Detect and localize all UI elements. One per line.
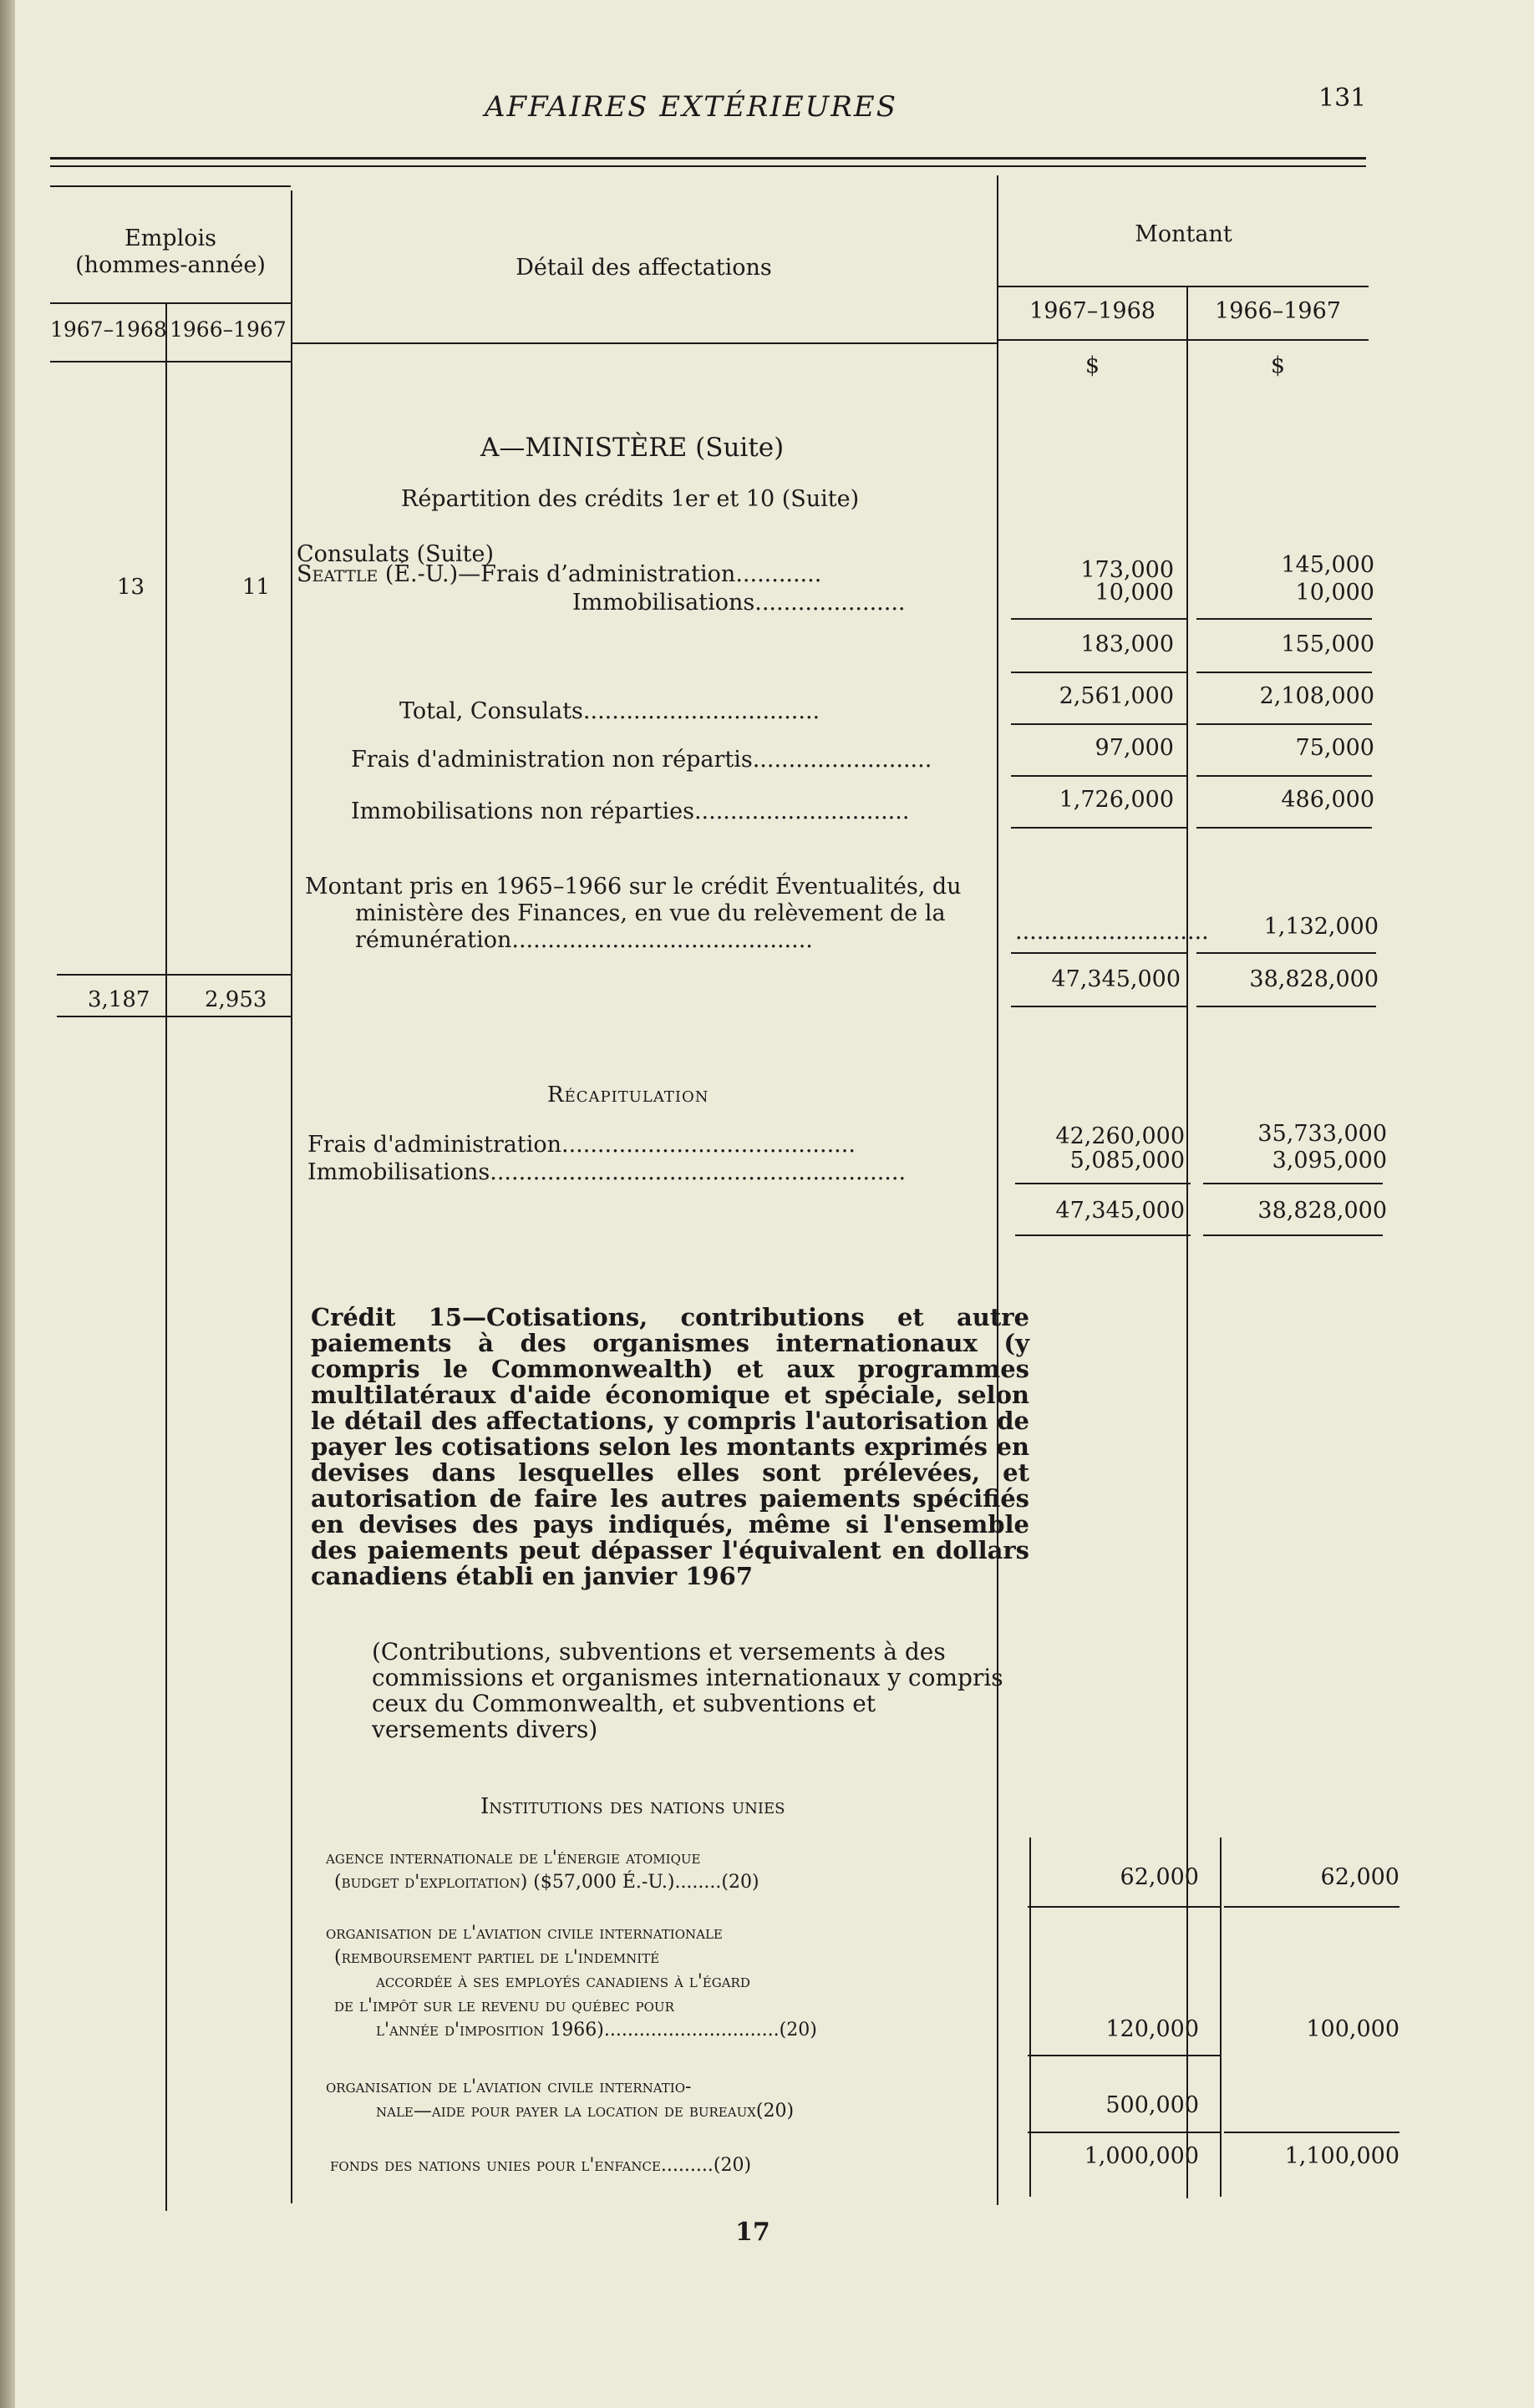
grand-total-rule-left (57, 974, 291, 976)
col-divider-4 (1186, 286, 1188, 2198)
institution-item-1 (326, 1846, 759, 1894)
emplois-years-bottom (50, 361, 291, 362)
institution-item-4 (330, 2153, 751, 2177)
section-title: A—MINISTÈRE (Suite) (480, 433, 785, 463)
grand-total-emplois-1967: 3,187 (88, 987, 150, 1012)
col-divider-3 (997, 175, 998, 2205)
institutions-title: Institutions des nations unies (480, 1794, 785, 1819)
total-rule-3a (1011, 827, 1186, 829)
eventualites-line-2: ministère des Finances, en vue du relèvement de la (355, 900, 946, 926)
montant-year-1: 1967–1968 (1029, 298, 1156, 324)
table-top-rule (50, 185, 291, 187)
montant-mid (998, 286, 1369, 287)
institution-item-2 (326, 1921, 817, 2042)
binding-edge (0, 0, 15, 2408)
col-divider-2 (291, 190, 292, 2203)
montant-years-bottom (998, 339, 1369, 341)
institution-3-line-1: organisation de l'aviation civile internatio- (326, 2076, 692, 2097)
total-consulats-label: Total, Consulats................................. (399, 698, 820, 724)
emplois-1967: 13 (117, 575, 145, 600)
institution-2-line-3: accordée à ses employés canadiens à l'égard (376, 1971, 750, 1992)
institution-2-line-2: (remboursement partiel de l'indemnité (334, 1947, 660, 1968)
subtotal-bottom-2 (1196, 672, 1372, 673)
page-number: 131 (1318, 84, 1367, 113)
subtotal-bottom-1 (1011, 672, 1186, 673)
eventualites-1967-blank: ........................... (1015, 919, 1209, 945)
institution-2-line-4: de l'impôt sur le revenu du québec pour (334, 1995, 674, 2016)
grand-total-bottom-left (57, 1016, 291, 1017)
currency-2: $ (1270, 352, 1286, 378)
institution-item-3 (326, 2075, 794, 2123)
institution-3-line-2: nale—aide pour payer la location de bureaux(20) (376, 2101, 795, 2122)
total-rule-1b (1196, 723, 1372, 725)
montant-year-2: 1966–1967 (1215, 298, 1341, 324)
signature-number: 17 (735, 2218, 770, 2247)
header-rule (50, 157, 1366, 160)
institution-3-rule-a (1028, 2132, 1220, 2133)
recap-rule-a (1015, 1183, 1191, 1184)
recap-rule-b (1203, 1183, 1383, 1184)
recap-bottom-a (1015, 1234, 1191, 1236)
seattle-label: Seattle (É.-U.)—Frais d’administration............ (297, 561, 822, 587)
col-divider-1 (165, 302, 167, 2211)
grand-total-bottom-a (1011, 1006, 1186, 1007)
col-divider-6 (1220, 1838, 1222, 2197)
recap-bottom-b (1203, 1234, 1383, 1236)
institution-2-line-5: l'année d'imposition 1966)..............................(20) (376, 2020, 817, 2040)
institution-1-rule-b (1224, 1906, 1399, 1908)
detail-bottom (291, 342, 997, 344)
consulats-heading: Consulats (Suite) (297, 541, 494, 567)
detail-header: Détail des affectations (516, 255, 772, 281)
total-rule-3b (1196, 827, 1372, 829)
institution-2-line-1: organisation de l'aviation civile internationale (326, 1923, 723, 1944)
recap-admin-label: Frais d'administration......................................... (307, 1132, 856, 1158)
section-subtitle: Répartition des crédits 1er et 10 (Suite) (401, 486, 860, 512)
col-divider-5 (1029, 1838, 1031, 2197)
montant-header: Montant (1135, 221, 1232, 247)
emplois-1966: 11 (242, 575, 271, 600)
total-rule-1a (1011, 723, 1186, 725)
grand-total-rule-b (1196, 952, 1376, 954)
emplois-header: Emplois (hommes-année) (75, 226, 266, 278)
total-rule-2b (1196, 775, 1372, 777)
grand-total-emplois-1966: 2,953 (205, 987, 267, 1012)
eventualites-line-3: rémunération.......................................... (355, 927, 813, 953)
eventualites-line-1: Montant pris en 1965–1966 sur le crédit Éventualités, du (305, 874, 962, 900)
emplois-year-2: 1966–1967 (170, 317, 287, 342)
total-rule-2a (1011, 775, 1186, 777)
frais-non-repartis-label: Frais d'administration non répartis......................... (351, 747, 932, 773)
immo-non-reparties-label: Immobilisations non réparties.............................. (351, 798, 910, 824)
subtotal-rule-1 (1011, 618, 1186, 620)
immobilisations-label: Immobilisations..................... (572, 590, 906, 616)
recap-immo-label: Immobilisations.......................................................... (307, 1159, 907, 1185)
credit-15-text: Crédit 15—Cotisations, contributions et autre paiements à des organismes internationaux (y compris le Commonwealth) et aux programmes multilatéraux d'aide économique et spéciale, selon le détail des affectations, y compris l'autorisation de payer les cotisations selon les montants exprimés en devises dans lesquelles elles sont prélevées, et autorisation de faire les autres paiements spécifiés en devises des pays indiqués, même si l'ensemble des paiements peut dépasser l'équivalent en dollars canadiens établi en janvier 1967 (311, 1303, 1029, 1590)
subtotal-rule-2 (1196, 618, 1372, 620)
institution-3-rule-b (1224, 2132, 1399, 2133)
institution-1-line-1: agence internationale de l'énergie atomique (326, 1848, 701, 1868)
emplois-years-top (50, 302, 291, 304)
grand-total-rule-a (1011, 952, 1186, 954)
institution-4-line-1: fonds des nations unies pour l'enfance.........(20) (330, 2155, 752, 2176)
recap-title: Récapitulation (547, 1082, 709, 1108)
institution-1-line-2: (budget d'exploitation) ($57,000 É.-U.)........(20) (334, 1872, 759, 1893)
institution-2-rule-a (1028, 2055, 1220, 2056)
institution-1-rule-a (1028, 1906, 1220, 1908)
header-rule-2 (50, 165, 1366, 167)
currency-1: $ (1084, 352, 1100, 378)
grand-total-bottom-b (1196, 1006, 1376, 1007)
emplois-year-1: 1967–1968 (50, 317, 167, 342)
page-title: AFFAIRES EXTÉRIEURES (485, 90, 898, 124)
credit-15-note: (Contributions, subventions et versements à des commissions et organismes internationaux y compris ceux du Commonwealth, et subventions et versements divers) (372, 1638, 1003, 1743)
